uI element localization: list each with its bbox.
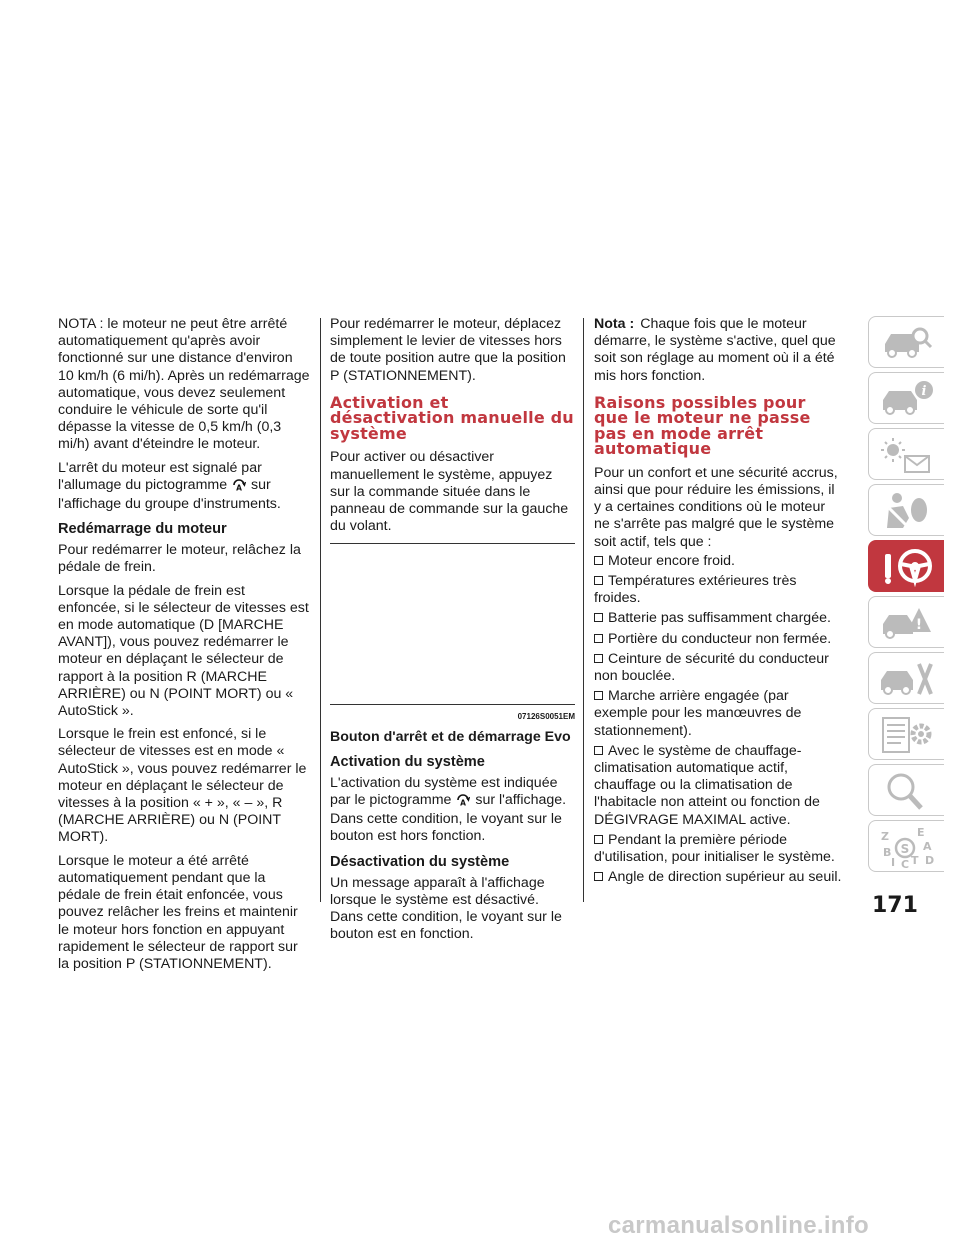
tab-technical-data[interactable] — [868, 708, 944, 760]
tab-maintenance[interactable] — [868, 652, 944, 704]
tab-emergency[interactable] — [868, 596, 944, 648]
figure-caption: Bouton d'arrêt et de démarrage Evo — [330, 728, 571, 745]
svg-text:T: T — [911, 854, 919, 867]
car-info-icon — [877, 378, 937, 420]
nota-label: Nota : — [594, 316, 635, 332]
nota-text: Chaque fois que le moteur démarre, le système s'active, quel que soit son réglage au moment où il a été mis hors fonction. — [594, 316, 836, 384]
svg-text:A: A — [236, 483, 242, 491]
list-item — [594, 553, 844, 570]
column-divider — [583, 318, 584, 902]
svg-text:Z: Z — [881, 830, 889, 843]
checkbox-bullet-icon — [594, 691, 603, 700]
checkbox-bullet-icon — [594, 654, 603, 663]
column-divider — [320, 318, 321, 902]
list-item — [594, 631, 844, 648]
checkbox-bullet-icon — [594, 872, 603, 881]
list-item-text: Ceinture de sécurité du conducteur non bouclée. — [594, 650, 829, 685]
checkbox-bullet-icon — [594, 835, 603, 844]
svg-text:C: C — [901, 858, 910, 868]
tab-safety[interactable] — [868, 484, 944, 536]
text-fragment: L'arrêt du moteur est signalé par l'allumage du pictogramme — [58, 459, 262, 493]
list-item-text: Marche arrière engagée (par exemple pour les manœuvres de stationnement). — [594, 688, 802, 739]
figure-code: 07126S0051EM — [517, 712, 575, 722]
text-fragment: sur l'affichage du groupe d'instruments. — [58, 476, 281, 513]
svg-text:!: ! — [915, 617, 923, 633]
text-fragment: sur l'affichage. Dans cette condition, le voyant sur le bouton est hors fonction. — [330, 791, 567, 845]
warning-lights-icon — [877, 434, 937, 476]
list-item-text: Avec le système de chauffage-climatisation automatique actif, chauffage ou la climatisation de l'habitacle non atteint ou fonction de DÉGIVRAGE MAXIMAL active. — [594, 742, 820, 828]
checkbox-bullet-icon — [594, 634, 603, 643]
paragraph: Pour redémarrer le moteur, relâchez la pédale de frein. — [58, 542, 301, 576]
tab-car-search[interactable] — [868, 316, 944, 368]
list-item-text: Pendant la première période d'utilisation, pour initialiser le système. — [594, 831, 835, 866]
magnifier-icon — [877, 770, 937, 812]
nota-paragraph: NOTA : le moteur ne peut être arrêté automatiquement qu'après avoir fonctionné sur une distance d'environ 10 km/h (6 mi/h). Après un redémarrage automatique, vous devez seulement conduire le véhicule de sorte qu'il dépasse la vitesse de 0,5 km/h (0,3 mi/h) avant d'éteindre le moteur. — [58, 316, 310, 453]
svg-text:B: B — [883, 846, 892, 859]
checkbox-bullet-icon — [594, 613, 603, 622]
checkbox-bullet-icon — [594, 576, 603, 585]
heading-activation: Activation du système — [330, 753, 485, 770]
heading-reasons: Raisons possibles pour que le moteur ne passe pas en mode arrêt automatique — [594, 392, 811, 459]
column-1 — [58, 316, 310, 979]
paragraph: Lorsque la pédale de frein est enfoncée, si le sélecteur de vitesses est en mode automatique (D [MARCHE AVANT]), vous pouvez redémarrer le moteur en déplaçant le sélecteur de rapport à la position R (MARCHE ARRIÈRE) ou N (POINT MORT) ou « AutoStick ». — [58, 582, 309, 720]
nota-paragraph — [594, 316, 844, 385]
list-item — [594, 869, 844, 886]
car-search-icon — [877, 322, 937, 364]
svg-text:I: I — [891, 856, 896, 868]
conditions-list — [594, 553, 844, 887]
engine-stop-indication — [58, 460, 310, 514]
activation-paragraph — [330, 775, 575, 846]
tab-warning-lights[interactable] — [868, 428, 944, 480]
svg-text:i: i — [921, 384, 927, 399]
list-item-text: Angle de direction supérieur au seuil. — [608, 869, 842, 886]
paragraph: Pour activer ou désactiver manuellement le système, appuyez sur la commande située dans le panneau de commande sur la gauche du volant. — [330, 449, 569, 535]
svg-text:S: S — [900, 842, 910, 856]
heading-restart: Redémarrage du moteur — [58, 521, 227, 538]
tab-multimedia[interactable] — [868, 764, 944, 816]
paragraph: Un message apparaît à l'affichage lorsque le système est désactivé. Dans cette condition, le voyant sur le bouton est en fonction. — [330, 874, 562, 943]
figure-placeholder — [330, 544, 575, 704]
list-item — [594, 688, 844, 740]
list-item — [594, 610, 844, 627]
page-number: 171 — [872, 893, 918, 918]
list-item-text: Batterie pas suffisamment chargée. — [608, 610, 831, 627]
car-tools-icon — [877, 658, 937, 700]
list-item-text: Températures extérieures très froides. — [594, 573, 797, 607]
watermark-text: carmanualsonline.info — [608, 1212, 870, 1239]
auto-stop-pictogram-icon — [232, 478, 246, 496]
key-steering-wheel-icon — [877, 546, 937, 588]
svg-text:A: A — [923, 840, 932, 853]
list-item — [594, 743, 844, 829]
list-item — [594, 573, 844, 607]
figure-bottom-rule — [330, 704, 575, 705]
tab-index[interactable] — [868, 820, 944, 872]
column-3 — [594, 316, 844, 889]
paragraph: Lorsque le moteur a été arrêté automatiquement pendant que la pédale de frein était enfoncée, vous pouvez relâcher les freins et maintenir le moteur hors fonction en appuyant rapidement le sélecteur de rapport sur la position P (STATIONNEMENT). — [58, 852, 298, 972]
tab-starting-driving[interactable] — [868, 540, 944, 592]
text-fragment: L'activation du système est indiquée par le pictogramme — [330, 774, 558, 808]
seatbelt-airbag-icon — [877, 490, 937, 532]
paragraph: Pour redémarrer le moteur, déplacez simplement le levier de vitesses hors de toute position autre que la position P (STATIONNEMENT). — [330, 316, 566, 384]
car-warning-icon — [877, 602, 937, 644]
svg-text:D: D — [925, 854, 935, 867]
intro-paragraph: Pour un confort et une sécurité accrus, ainsi que pour réduire les émissions, il y a certaines conditions où le moteur ne s'arrête pas malgré que le système soit actif, tels que : — [594, 464, 838, 550]
alphabet-index-icon — [877, 826, 937, 868]
svg-text:E: E — [917, 826, 925, 839]
heading-manual-activation: Activation et désactivation manuelle du système — [330, 392, 574, 443]
tab-car-info[interactable] — [868, 372, 944, 424]
heading-deactivation: Désactivation du système — [330, 853, 510, 870]
checkbox-bullet-icon — [594, 746, 603, 755]
checkbox-bullet-icon — [594, 556, 603, 565]
paragraph: Lorsque le frein est enfoncé, si le sélecteur de vitesses est en mode « AutoStick », vous pouvez redémarrer le moteur en déplaçant le sélecteur de vitesses à la position « + », « – », R (MARCHE ARRIÈRE) ou N (POINT MORT). — [58, 726, 307, 846]
list-item — [594, 832, 844, 866]
list-gear-icon — [877, 714, 937, 756]
list-item-text: Portière du conducteur non fermée. — [608, 630, 832, 647]
svg-text:A: A — [460, 798, 467, 806]
list-item — [594, 651, 844, 685]
column-2 — [330, 316, 575, 949]
auto-stop-pictogram-icon — [456, 793, 470, 811]
list-item-text: Moteur encore froid. — [608, 552, 735, 569]
